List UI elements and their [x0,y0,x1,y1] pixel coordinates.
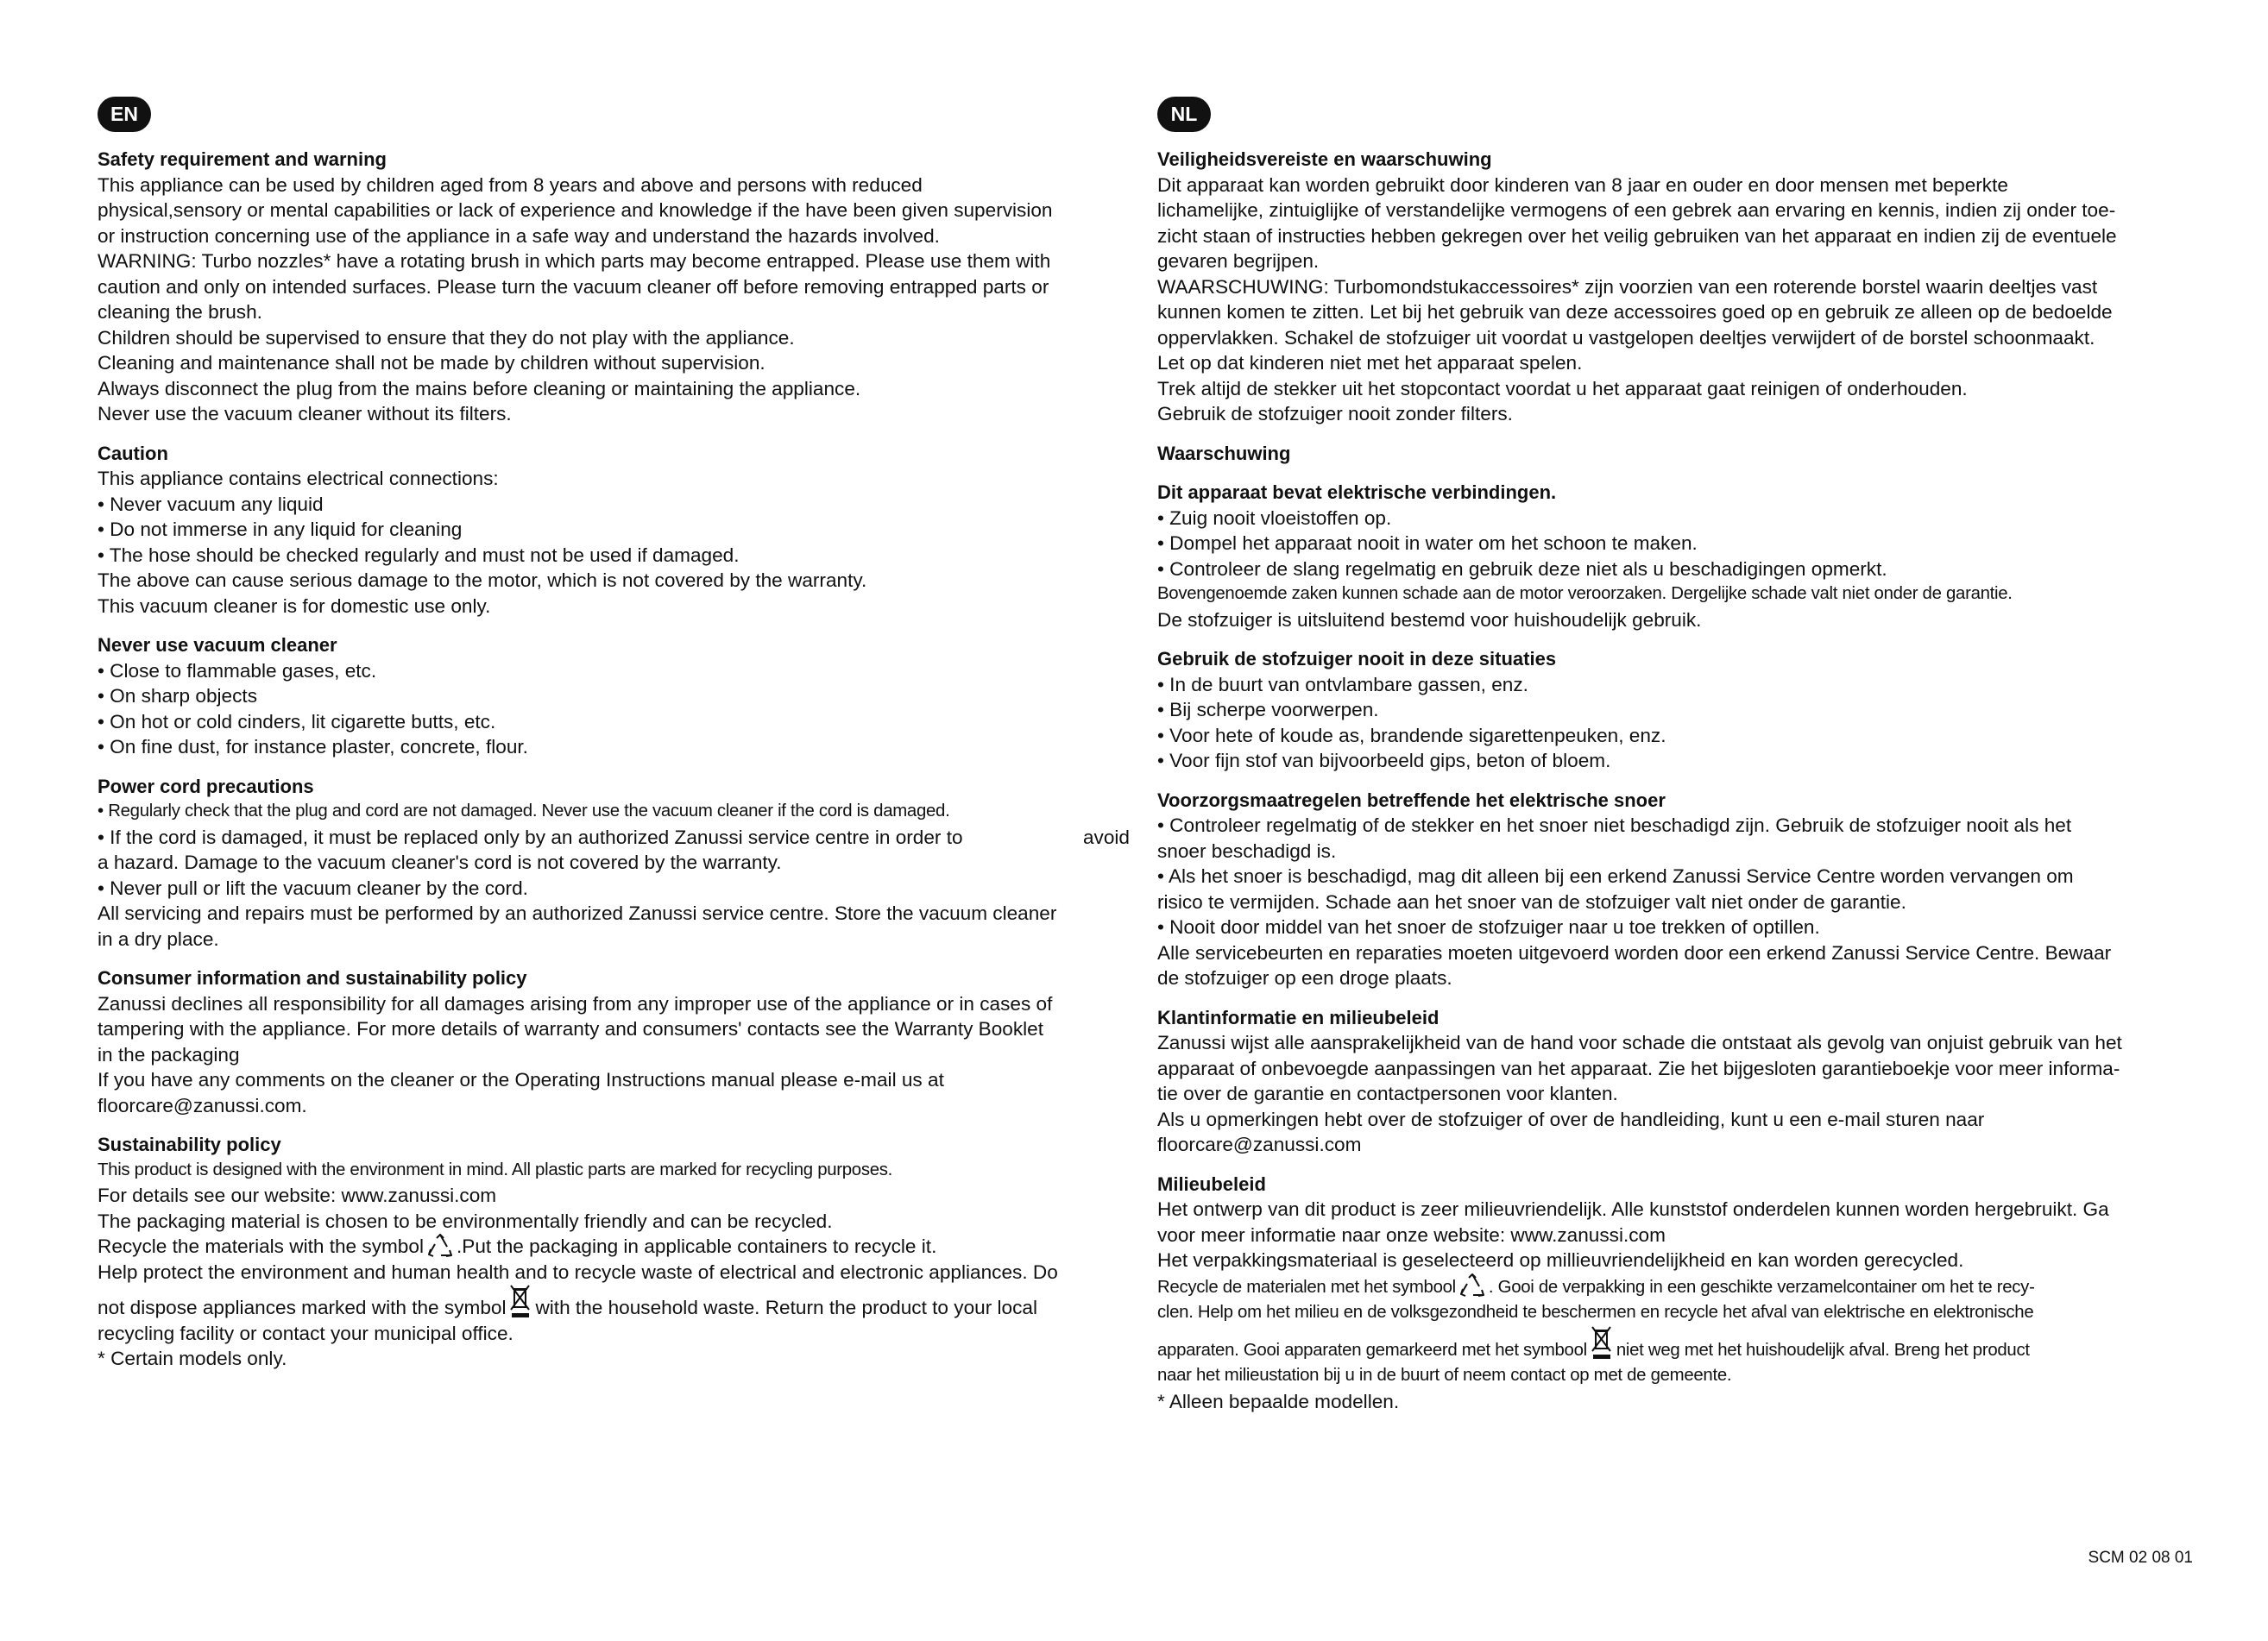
line-text: • Als het snoer is beschadigd, mag dit alleen bij een erkend Zanussi Service Centre worden vervangen om [1157,865,2074,887]
line-text: • Nooit door middel van het snoer de stofzuiger naar u toe trekken of optillen. [1157,916,1820,938]
section-heading: Consumer information and sustainability policy [98,967,527,989]
line-text: in the packaging [98,1043,240,1066]
line-text: voor meer informatie naar onze website: www.zanussi.com [1157,1223,1666,1246]
section-heading: Power cord precautions [98,775,314,797]
section-heading: Milieubeleid [1157,1173,1266,1195]
line-text: For details see our website: www.zanussi.com [98,1185,497,1206]
text-line [1157,1300,2193,1326]
text-line [98,594,1133,619]
text-line [1157,748,2193,774]
line-text: • On fine dust, for instance plaster, concrete, flour. [98,736,528,758]
text-line [1157,248,2193,274]
line-text: Recycle the materials with the symbol [98,1235,424,1257]
text-line [98,401,1133,427]
text-line [98,517,1133,543]
text-line [98,274,1133,300]
line-text: • On hot or cold cinders, lit cigarette butts, etc. [98,710,496,732]
text-line [98,376,1133,402]
line-text: tampering with the appliance. For more details of warranty and consumers' contacts see the Warranty Booklet [98,1018,1044,1040]
line-text: • On sharp objects [98,685,257,707]
en-section [98,441,1133,619]
en-sections [98,147,1133,1372]
line-text: This appliance can be used by children aged from 8 years and above and persons with reduced [98,173,923,196]
text-line [98,568,1133,594]
line-text: The above can cause serious damage to the motor, which is not covered by the warranty. [98,569,867,591]
recycle-icon [427,1234,453,1258]
text-line [1157,274,2193,300]
line-text: gevaren begrijpen. [1157,250,1320,272]
line-text: recycling facility or contact your municipal office. [98,1322,513,1344]
line-text: This appliance contains electrical connections: [98,468,499,489]
text-line [1157,582,2193,607]
line-text: * Alleen bepaalde modellen. [1157,1390,1400,1412]
line-text: not dispose appliances marked with the symbol [98,1297,507,1318]
language-badge-en: EN [98,97,151,132]
text-line [98,1093,1133,1119]
document-code: SCM 02 08 01 [2088,1549,2193,1567]
text-line [1157,1389,2193,1415]
nl-section [1157,441,2193,467]
text-line [98,850,1133,876]
text-line [1157,1248,2193,1273]
line-text: This product is designed with the environment in mind. All plastic parts are marked for recycling purposes. [98,1160,893,1179]
text-line [1157,607,2193,633]
line-text: • Controleer regelmatig of de stekker en het snoer niet beschadigd zijn. Gebruik de stofzuiger nooit als het [1157,814,2072,836]
text-line [98,1260,1133,1286]
text-line [1157,223,2193,249]
line-text: apparaten. Gooi apparaten gemarkeerd met het symbool [1157,1340,1587,1360]
text-line [1157,965,2193,991]
line-text: Alle servicebeurten en reparaties moeten uitgevoerd worden door een erkend Zanussi Service Centre. Bewaar [1157,941,2112,964]
line-text: • Voor fijn stof van bijvoorbeeld gips, beton of bloem. [1157,750,1611,771]
text-line [98,825,1130,851]
text-line [98,799,1133,825]
en-section [98,1132,1133,1372]
line-text: clen. Help om het milieu en de volksgezondheid te beschermen en recycle het afval van elektrische en elektronische [1157,1303,2034,1322]
text-line [1157,864,2193,890]
text-line [98,1285,1133,1321]
line-text: • Regularly check that the plug and cord are not damaged. Never use the vacuum cleaner if the cord is damaged. [98,802,950,820]
line-text: Let op dat kinderen niet met het apparaat spelen. [1157,352,1583,374]
text-line [98,325,1133,351]
line-text: WAARSCHUWING: Turbomondstukaccessoires* zijn voorzien van een roterende borstel waarin deeltjes vast [1157,275,2098,298]
text-line [1157,401,2193,427]
text-line [1157,697,2193,723]
text-line [1157,1273,2193,1301]
section-heading: Veiligheidsvereiste en waarschuwing [1157,148,1492,170]
language-badge-nl: NL [1157,97,1211,132]
line-text: Bovengenoemde zaken kunnen schade aan de motor veroorzaken. Dergelijke schade valt niet onder de garantie. [1157,584,2013,603]
line-text: WARNING: Turbo nozzles* have a rotating brush in which parts may become entrapped. Please use them with [98,250,1051,272]
text-line [1157,940,2193,966]
text-line [1157,506,2193,531]
text-line [1157,173,2193,198]
line-text: de stofzuiger op een droge plaats. [1157,967,1452,989]
text-line [1157,1363,2193,1389]
text-line [1157,672,2193,698]
en-section [98,774,1133,953]
line-text: * Certain models only. [98,1348,287,1369]
nl-sections [1157,147,2193,1414]
line-text: floorcare@zanussi.com. [98,1094,307,1116]
line-text: Never use the vacuum cleaner without its filters. [98,403,512,424]
line-text: • If the cord is damaged, it must be replaced only by an authorized Zanussi service centre in order to [98,826,963,848]
section-heading: Dit apparaat bevat elektrische verbindingen. [1157,481,1557,503]
text-line [98,734,1133,760]
line-text: • The hose should be checked regularly and must not be used if damaged. [98,544,740,566]
line-text: Het verpakkingsmateriaal is geselecteerd op millieuvriendelijkheid en kan worden gerecycled. [1157,1249,1964,1271]
line-text: • Dompel het apparaat nooit in water om het schoon te maken. [1157,532,1698,554]
line-text: Dit apparaat kan worden gebruikt door kinderen van 8 jaar en ouder en door mensen met beperkte [1157,173,2008,196]
english-column [98,97,1133,1386]
text-line [1157,325,2193,351]
line-text: • Zuig nooit vloeistoffen op. [1157,506,1392,529]
line-text: • Close to flammable gases, etc. [98,659,377,682]
section-heading: Sustainability policy [98,1134,281,1155]
text-line [98,1067,1133,1093]
line-text: Recycle de materialen met het symbool [1157,1277,1456,1297]
line-text: Zanussi wijst alle aansprakelijkheid van de hand voor schade die ontstaat als gevolg van onjuist gebruik van het [1157,1032,2122,1053]
text-line [98,1321,1133,1347]
line-text: • Controleer de slang regelmatig en gebruik deze niet als u beschadigingen opmerkt. [1157,557,1887,580]
text-line [1157,1326,2193,1364]
line-text: or instruction concerning use of the appliance in a safe way and understand the hazards involved. [98,224,940,247]
line-text: • In de buurt van ontvlambare gassen, enz. [1157,673,1528,695]
text-line [1157,1030,2193,1056]
nl-section [1157,788,2193,991]
text-line [98,876,1133,902]
line-text: cleaning the brush. [98,301,262,323]
crossed-bin-icon [1591,1326,1613,1361]
line-text-after: niet weg met het huishoudelijk afval. Breng het product [1616,1340,2030,1360]
line-text: Zanussi declines all responsibility for all damages arising from any improper use of the appliance or in cases of [98,992,1053,1015]
text-line [98,991,1133,1017]
line-text: oppervlakken. Schakel de stofzuiger uit voordat u vastgelopen deeltjes verwijdert of de borstel schoonmaakt. [1157,326,2095,349]
en-section [98,147,1133,427]
nl-section [1157,480,2193,632]
text-line [98,223,1133,249]
text-line [1157,531,2193,556]
text-line [98,658,1133,684]
section-heading: Gebruik de stofzuiger nooit in deze situaties [1157,648,1557,670]
section-heading: Caution [98,442,168,464]
text-line [98,683,1133,709]
text-line [98,198,1133,223]
section-heading: Never use vacuum cleaner [98,634,337,656]
line-text: The packaging material is chosen to be environmentally friendly and can be recycled. [98,1210,833,1232]
line-text: Het ontwerp van dit product is zeer milieuvriendelijk. Alle kunststof onderdelen kunnen worden hergebruikt. Ga [1157,1198,2109,1220]
line-text-after: . Gooi de verpakking in een geschikte verzamelcontainer om het te recy- [1488,1277,2035,1297]
nl-section [1157,1172,2193,1415]
line-text: Cleaning and maintenance shall not be made by children without supervision. [98,352,765,374]
text-line [98,1234,1133,1260]
line-text: floorcare@zanussi.com [1157,1134,1362,1155]
text-line [1157,556,2193,582]
line-tail-word: avoid [1082,826,1130,848]
text-line [1157,890,2193,915]
text-line [98,709,1133,735]
text-line [98,1183,1133,1209]
line-text: Children should be supervised to ensure that they do not play with the appliance. [98,326,795,349]
text-line [98,901,1133,927]
text-line [1157,839,2193,865]
line-text: • Never vacuum any liquid [98,493,324,515]
text-line [1157,1107,2193,1133]
text-line [98,1158,1133,1184]
line-text: apparaat of onbevoegde aanpassingen van het apparaat. Zie het bijgesloten garantieboekje voor meer informa- [1157,1057,2120,1079]
text-line [1157,198,2193,223]
line-text: physical,sensory or mental capabilities or lack of experience and knowledge if the have been given supervision [98,199,1053,221]
text-line [98,1209,1133,1235]
text-line [1157,723,2193,749]
line-text: naar het milieustation bij u in de buurt of neem contact op met de gemeente. [1157,1366,1732,1385]
line-text: risico te vermijden. Schade aan het snoer van de stofzuiger valt niet onder de garantie. [1157,890,1906,913]
text-line [1157,1197,2193,1223]
line-text: Als u opmerkingen hebt over de stofzuiger of over de handleiding, kunt u een e-mail sturen naar [1157,1108,1985,1130]
text-line [98,492,1133,518]
en-section [98,632,1133,760]
line-text: lichamelijke, zintuiglijke of verstandelijke vermogens of een gebrek aan ervaring en kennis, indien zij onder toe- [1157,199,2116,221]
text-line [1157,813,2193,839]
text-line [98,543,1133,569]
line-text: tie over de garantie en contactpersonen voor klanten. [1157,1083,1618,1104]
text-line [98,248,1133,274]
nl-section [1157,646,2193,774]
line-text: Always disconnect the plug from the mains before cleaning or maintaining the appliance. [98,377,861,399]
recycle-icon [1459,1273,1485,1298]
line-text: • Voor hete of koude as, brandende sigarettenpeuken, enz. [1157,724,1666,746]
line-text: caution and only on intended surfaces. Please turn the vacuum cleaner off before removing entrapped parts or [98,275,1049,298]
text-line [1157,1132,2193,1158]
line-text: All servicing and repairs must be performed by an authorized Zanussi service centre. Store the vacuum cleaner [98,902,1057,924]
text-line [98,466,1133,492]
line-text: This vacuum cleaner is for domestic use only. [98,594,491,617]
line-text: kunnen komen te zitten. Let bij het gebruik van deze accessoires goed op en gebruik ze alleen op de bedoelde [1157,301,2113,323]
text-line [1157,299,2193,325]
text-line [98,350,1133,376]
text-line [98,1042,1133,1068]
text-line [1157,1223,2193,1248]
section-heading: Waarschuwing [1157,442,1291,464]
nl-section [1157,1005,2193,1158]
text-line [98,1016,1133,1042]
line-text: Trek altijd de stekker uit het stopcontact voordat u het apparaat gaat reinigen of onderhouden. [1157,377,1968,399]
dutch-column [1157,97,2193,1428]
text-line [1157,350,2193,376]
line-text: • Bij scherpe voorwerpen. [1157,699,1379,720]
text-line [1157,376,2193,402]
line-text: • Do not immerse in any liquid for cleaning [98,519,463,540]
section-heading: Voorzorgsmaatregelen betreffende het elektrische snoer [1157,789,1666,811]
text-line [1157,915,2193,940]
line-text-after: .Put the packaging in applicable containers to recycle it. [456,1235,937,1257]
line-text: If you have any comments on the cleaner or the Operating Instructions manual please e-mail us at [98,1069,944,1091]
line-text: snoer beschadigd is. [1157,839,1337,862]
line-text: Help protect the environment and human health and to recycle waste of electrical and electronic appliances. Do [98,1261,1058,1283]
line-text: De stofzuiger is uitsluitend bestemd voor huishoudelijk gebruik. [1157,608,1702,631]
text-line [1157,1056,2193,1082]
text-line [98,299,1133,325]
line-text-after: with the household waste. Return the product to your local [535,1297,1037,1318]
line-text: Gebruik de stofzuiger nooit zonder filters. [1157,403,1513,424]
line-text: a hazard. Damage to the vacuum cleaner's cord is not covered by the warranty. [98,852,782,873]
line-text: in a dry place. [98,927,219,950]
en-section [98,965,1133,1118]
text-line [98,173,1133,198]
line-text: zicht staan of instructies hebben gekregen over het veilig gebruiken van het apparaat en indien zij de eventuele [1157,224,2117,247]
line-text: • Never pull or lift the vacuum cleaner by the cord. [98,877,528,899]
crossed-bin-icon [509,1285,532,1319]
section-heading: Klantinformatie en milieubeleid [1157,1006,1440,1028]
section-heading: Safety requirement and warning [98,148,387,170]
text-line [1157,1081,2193,1107]
text-line [98,1346,1133,1372]
nl-section [1157,147,2193,427]
text-line [98,927,1133,953]
